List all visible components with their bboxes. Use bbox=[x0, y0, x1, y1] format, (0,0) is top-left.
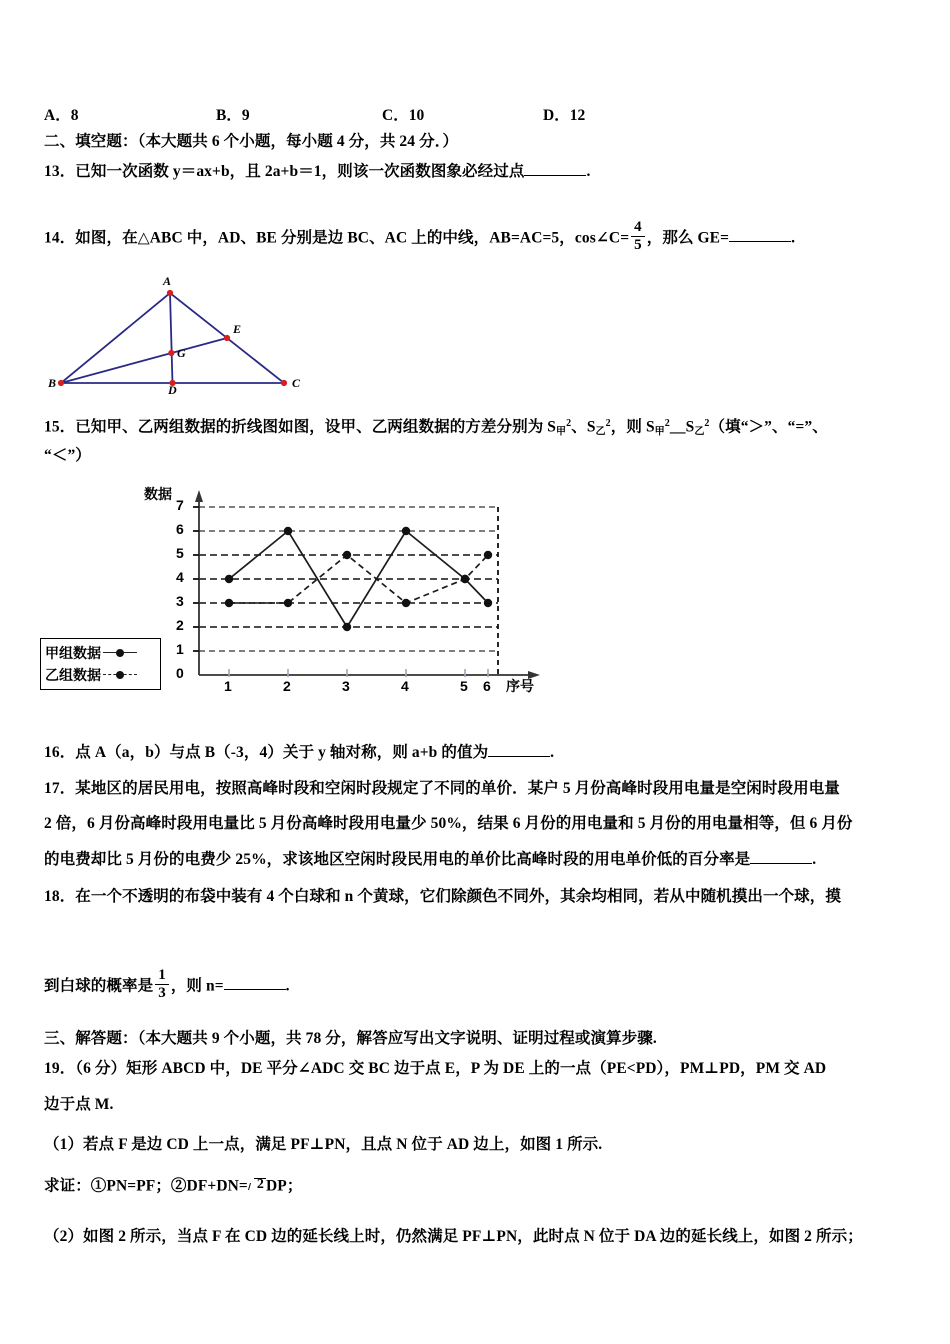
question-19-line3: （1）若点 F 是边 CD 上一点，满足 PF⊥PN，且点 N 位于 AD 边上，如图 1 所示. bbox=[44, 1136, 603, 1153]
question-15-text-a: 15．已知甲、乙两组数据的折线图如图，设甲、乙两组数据的方差分别为 S bbox=[44, 418, 556, 436]
sqrt-radicand: 2 bbox=[256, 1177, 264, 1192]
question-18-line2: 到白球的概率是 $\frac{1}{3}$ ，则 n= . bbox=[44, 967, 290, 1001]
question-17-line2: 2 倍，6 月份高峰时段用电量比 5 月份高峰时段用电量少 50%，结果 6 月份的用电量和 5 月份的用电量相等，但 6 月份 bbox=[44, 815, 853, 832]
vertex-label-b: B bbox=[48, 376, 57, 390]
question-16-blank[interactable] bbox=[488, 756, 550, 757]
probability-denominator: 3 bbox=[158, 985, 166, 1001]
series-yi-point-1 bbox=[225, 599, 233, 607]
series-yi-point-2 bbox=[284, 599, 292, 607]
question-17-blank[interactable] bbox=[750, 863, 812, 864]
question-19-text-4b: DP； bbox=[265, 1177, 303, 1195]
variance-sup-1: 2 bbox=[566, 418, 572, 429]
chart-x-axis-title: 序号 bbox=[506, 678, 534, 694]
median-be bbox=[61, 338, 227, 383]
question-13-text: 13．已知一次函数 y＝ax+b，且 2a+b＝1，则该一次函数图象必经过点 bbox=[44, 163, 525, 180]
question-16-text: 16．点 A（a，b）与点 B（‑3，4）关于 y 轴对称，则 a+b 的值为 bbox=[44, 744, 489, 761]
y-tick-label-0: 0 bbox=[176, 665, 184, 681]
y-tick-label-5: 5 bbox=[176, 545, 184, 561]
question-15-text-d: __S bbox=[669, 418, 695, 436]
series-jia-point-2 bbox=[284, 527, 292, 535]
point-b-marker bbox=[58, 380, 64, 386]
series-jia-point-4 bbox=[402, 527, 410, 535]
series-yi-point-5 bbox=[461, 575, 469, 583]
question-15-line2: “＜”） bbox=[44, 447, 91, 464]
question-18-text-a: 到白球的概率是 bbox=[44, 977, 154, 995]
probability-numerator: 1 bbox=[155, 968, 169, 985]
question-19-line2: 边于点 M. bbox=[44, 1096, 114, 1113]
y-axis-arrow bbox=[195, 490, 203, 502]
question-15-line1 bbox=[44, 418, 828, 439]
variance-yi-sub-1: 乙 bbox=[595, 426, 606, 438]
y-tick-label-6: 6 bbox=[176, 521, 184, 537]
question-13-blank[interactable] bbox=[524, 175, 586, 176]
x-tick-label-5: 5 bbox=[460, 678, 468, 694]
variance-sup-2: 2 bbox=[605, 418, 611, 429]
variance-sup-3: 2 bbox=[664, 418, 670, 429]
question-18-text-b: ，则 n= bbox=[170, 977, 224, 995]
question-13: 13．已知一次函数 y＝ax+b，且 2a+b＝1，则该一次函数图象必经过点 . bbox=[44, 163, 591, 180]
question-18-line1: 18．在一个不透明的布袋中装有 4 个白球和 n 个黄球，它们除颜色不同外，其余均相同，若从中随机摸出一个球，摸 bbox=[44, 888, 841, 905]
vertex-label-d: D bbox=[168, 383, 177, 397]
y-tick-label-3: 3 bbox=[176, 593, 184, 609]
vertex-label-a: A bbox=[163, 274, 172, 288]
triangle-figure bbox=[44, 276, 334, 398]
x-tick-label-3: 3 bbox=[342, 678, 350, 694]
section-three-heading: 三、解答题：（本大题共 9 个小题，共 78 分，解答应写出文字说明、证明过程或演算步骤. bbox=[44, 1030, 657, 1047]
legend-key-dashed-icon bbox=[103, 669, 137, 681]
series-jia-point-3 bbox=[343, 623, 351, 631]
question-14: 14．如图，在△ABC 中，AD、BE 分别是边 BC、AC 上的中线，AB=AC=5，cos∠C= $\frac{4}{5}$ ，那么 GE= . bbox=[44, 219, 796, 253]
legend-label-jia: 甲组数据 bbox=[45, 645, 101, 661]
triangle-svg bbox=[44, 276, 334, 398]
legend-item-yi bbox=[45, 664, 156, 686]
question-17-text-3: 的电费却比 5 月份的电费少 25%，求该地区空闲时段民用电的单价比高峰时段的用电单价低的百分率是 bbox=[44, 851, 751, 868]
x-tick-label-1: 1 bbox=[224, 678, 232, 694]
vertex-label-g: G bbox=[177, 346, 186, 360]
fraction-numerator: 4 bbox=[631, 220, 645, 237]
x-tick-label-6: 6 bbox=[483, 678, 491, 694]
square-root-icon bbox=[248, 1177, 266, 1194]
question-19-text-4a: 求证：①PN=PF；②DF+DN= bbox=[44, 1177, 248, 1195]
x-tick-label-2: 2 bbox=[283, 678, 291, 694]
line-chart bbox=[36, 480, 566, 715]
question-16: 16．点 A（a，b）与点 B（‑3，4）关于 y 轴对称，则 a+b 的值为 . bbox=[44, 744, 555, 761]
series-yi-point-6 bbox=[484, 551, 492, 559]
variance-yi-sub-2: 乙 bbox=[694, 426, 705, 438]
probability-fraction bbox=[155, 968, 169, 1001]
question-17-line1: 17．某地区的居民用电，按照高峰时段和空闲时段规定了不同的单价．某户 5 月份高峰时段用电量是空闲时段用电量 bbox=[44, 780, 840, 797]
question-15-text-c: ，则 S bbox=[610, 418, 655, 436]
question-19-line1: 19．（6 分）矩形 ABCD 中，DE 平分∠ADC 交 BC 边于点 E，P 为 DE 上的一点（PE<PD），PM⊥PD，PM 交 AD bbox=[44, 1060, 827, 1077]
point-g-marker bbox=[168, 350, 174, 356]
variance-sup-4: 2 bbox=[704, 418, 710, 429]
series-yi-point-3 bbox=[343, 551, 351, 559]
choice-b[interactable]: B．9 bbox=[216, 107, 250, 124]
vertex-label-e: E bbox=[233, 322, 242, 336]
question-15-text-e: （填“＞”、“=”、 bbox=[709, 418, 828, 436]
point-c-marker bbox=[281, 380, 287, 386]
choice-d[interactable]: D．12 bbox=[543, 107, 586, 124]
choice-a[interactable]: A．8 bbox=[44, 107, 79, 124]
section-two-heading: 二、填空题：（本大题共 6 个小题，每小题 4 分，共 24 分．） bbox=[44, 133, 459, 150]
x-tick-label-4: 4 bbox=[401, 678, 409, 694]
y-tick-label-2: 2 bbox=[176, 617, 184, 633]
series-jia-point-1 bbox=[225, 575, 233, 583]
series-yi-point-4 bbox=[402, 599, 410, 607]
chart-y-axis-title: 数据 bbox=[144, 486, 172, 502]
question-17-line3: 的电费却比 5 月份的电费少 25%，求该地区空闲时段民用电的单价比高峰时段的用电单价低的百分率是 . bbox=[44, 851, 817, 868]
point-e-marker bbox=[224, 335, 230, 341]
point-a-marker bbox=[167, 290, 173, 296]
y-tick-label-7: 7 bbox=[176, 497, 184, 513]
legend-label-yi: 乙组数据 bbox=[45, 667, 101, 683]
vertex-label-c: C bbox=[292, 376, 301, 390]
question-19-line4 bbox=[44, 1177, 302, 1196]
question-18-blank[interactable] bbox=[224, 989, 286, 990]
legend-item-jia bbox=[45, 642, 156, 664]
y-tick-label-1: 1 bbox=[176, 641, 184, 657]
chart-legend bbox=[40, 638, 161, 690]
question-14-text-a: 14．如图，在△ABC 中，AD、BE 分别是边 BC、AC 上的中线，AB=AC=5，cos∠C= bbox=[44, 229, 630, 247]
question-14-blank[interactable] bbox=[729, 241, 791, 242]
y-tick-label-4: 4 bbox=[176, 569, 184, 585]
variance-jia-sub-2: 甲 bbox=[654, 426, 665, 438]
median-ad bbox=[170, 293, 173, 383]
choice-c[interactable]: C．10 bbox=[382, 107, 425, 124]
question-19-line5: （2）如图 2 所示，当点 F 在 CD 边的延长线上时，仍然满足 PF⊥PN，此时点 N 位于 DA 边的延长线上，如图 2 所示； bbox=[44, 1228, 863, 1245]
question-14-text-b: ，那么 GE= bbox=[646, 229, 730, 247]
question-15-text-b: 、S bbox=[571, 418, 596, 436]
fraction-denominator: 5 bbox=[634, 237, 642, 253]
series-jia-point-6 bbox=[484, 599, 492, 607]
variance-jia-sub-1: 甲 bbox=[556, 426, 567, 438]
cosine-fraction bbox=[631, 220, 645, 253]
legend-key-solid-icon bbox=[103, 647, 137, 659]
